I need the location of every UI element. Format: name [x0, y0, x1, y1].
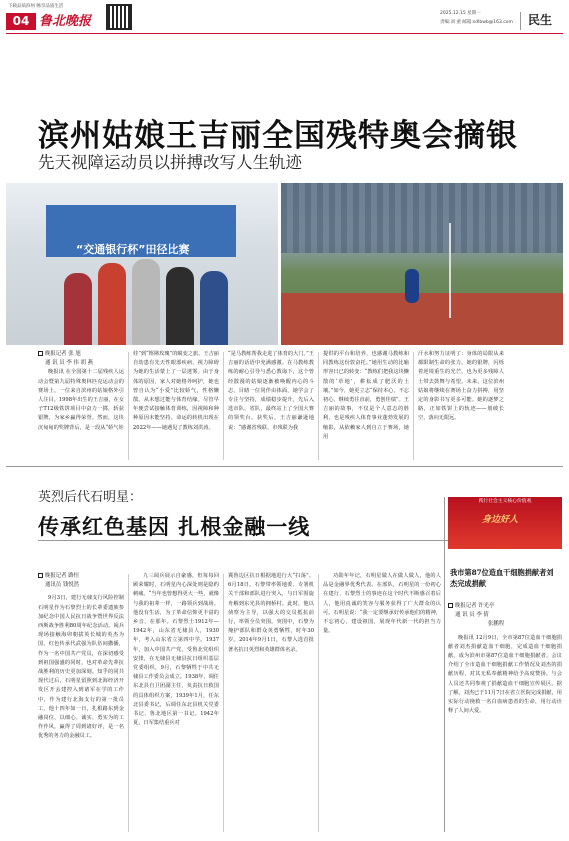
side-correspondent-2: 张鹏程 — [488, 621, 505, 628]
side-column — [448, 602, 562, 834]
side-text: 晚报讯 12月9日，全市第87位造血干细胞捐献者刘杰捐献造血干细胞，完成造血干细胞捐献，成为滨州市第87位造血干细胞捐献者。会议介绍了全市造血干细胞捐献工作情况及刘杰的捐献历程，对其无私奉献精神给予高度赞扬。与会人员还共同参观了捐献造血干细胞宣传展区。据了解，刘杰已于11月7日在省立医院完成捐献，用实际行动挽救一名白血病患者的生命，用行动诠释了人间大爱。 — [448, 634, 562, 715]
stadium-stands — [281, 183, 563, 253]
article1-column-2 — [133, 350, 219, 462]
running-track — [281, 293, 563, 345]
article2-text-3: 冀鲁边区抗日根据地进行大“扫荡”。6月18日，石黎带率领地委、专署机关干部和部队进行突入，与日军围旋舟解到东光县的拥桥村。此时，他以侦察为主导，以强大的交员抵抗前行，率领全员突围。突围中，石黎为掩护部队和群众英勇牺牲，时年30岁。2014年9月1日，石黎入选首批著名抗日英烈和英雄群体名录。 — [228, 573, 314, 653]
article2-text-1: 9月3日，建行无棣支行风险控制石明星作为石黎烈士的长辈委遗族参加纪念中国人民抗日战争暨世界反法西斯战争胜利80周年纪念活动。阅兵现场接触海卯朝拔英长城的英杰为国，红色传承代武强为队伍间撒播，作为一名中国共产党员，在深切感受到祖国强盛的同时，也对革命先辈抗战胜利的历史更加深刻。知乎的同共现代过后，石明星留照到北海经济开发区开丢建控入到诸军在学的工作中，作为建行北海支行的第一批员工，他十四年如一日，扎根路东到金融岗位，以细心、诚实、勇实为的工作作风，赢得了周到诸好评，是一名优秀的务力的金融员工。 — [38, 595, 124, 740]
article2-column-4 — [323, 572, 441, 834]
article1-column-3 — [228, 350, 314, 462]
article2-column-1 — [38, 572, 124, 834]
article2-kicker: 英烈后代石明星： — [38, 490, 143, 505]
column-divider — [413, 352, 414, 460]
article1-column-1 — [38, 350, 124, 462]
column-divider — [318, 352, 319, 460]
award-ceremony-photo — [6, 183, 278, 345]
article1-text-1: 晚报讯 在全国第十二届残疾人运动会暨第九届特殊奥林匹克运动会的赛场上，一位来自滨州的姑娘格外引人注目。1998年出生的王吉丽，在女子T12级铁饼项目中奋力一掷，斩获银牌，为家乡赢得荣誉。然而，这块沉甸甸的奖牌背后，是一段从“娇气娃 — [38, 369, 124, 431]
column-divider — [128, 352, 129, 460]
article1-column-5 — [418, 350, 504, 462]
header-tagline: 下载品质滨州 畅享品质生活 — [8, 4, 64, 9]
article1-correspondent: 通 讯 员 李 伟 胡 燕 — [45, 360, 94, 367]
article2-column-3 — [228, 572, 314, 834]
article2-text-4: 功勋年年记，石明星做人在做人做人，他的人品是金融界优秀代表。在部队，石明星的一份初心在建行、石黎烈士的事迹在这个时代不断感召着后人，他用真诚的笑容与服务获得了广大群众的认可。石明星说：“我一定要继承好传承他们的精神，不忘初心，建设祖国，展现年代新一代的担当力量。 — [323, 573, 441, 635]
article1-text-5: 汗水和努力证明了：身体的局限从来都限制生命的张力。她的银牌，闪烁着逆境重生的光芒，也为更多残障人士带去鼓舞与希望。未来，这位滨州姑娘将继续在赛场上奋力拼搏，用坚定的身影书写更多可能。她的逐梦之路，正如铁饼上的轨迹——划破长空，落向无限远。 — [418, 351, 504, 422]
page-number: 04 — [6, 13, 36, 30]
section-name: 民生 — [528, 13, 553, 27]
article1-reporter: 晚报记者 张 旭 — [38, 350, 124, 359]
editor-info: 责编:刘 重 邮箱:sdlbwb@163.com — [440, 20, 513, 25]
article2-correspondent: 通讯员 钱悦然 — [45, 582, 80, 589]
column-divider — [223, 574, 224, 832]
article-divider — [6, 466, 563, 467]
article1-text-3: “是马教练帮我走进了体育的大门。”王吉丽的话语中充满感激。在马教练教练的耐心引导与悉心教诲下，这个曾经散漫的姑娘逐渐被唤醒内心的斗志，目睹一位同伴由体面，她学会了专注与坚持，成绩稳步提升，先后入选市队、省队，最终站上了全国大赛的领奖台。获奖后，王吉丽谦逊地说：“感谢省残联、市残联为我 — [228, 351, 314, 431]
article1-title: 滨州姑娘王吉丽全国残特奥会摘银 — [38, 118, 518, 154]
article1-text-2: 娃”到“铿锵玫瑰”的蜕变之旅。王吉丽自幼患有先天性眼部疾病，视力障碍为她的生活蒙上了一层迷雾。由于身体的原因，家人对她格外呵护，她也曾自认为“小爱”比较娇气，性格懒散。从未想过能与体育结缘。尽管早年便尝试接触体育训练，因视障和种种原因未能坚持。命运的转机出现在2022年——她遇见了教练刘洪涛。 — [133, 351, 219, 431]
header-separator — [520, 12, 521, 30]
side-banner-slogan: 践行社会主义核心价值观 — [478, 499, 532, 504]
issue-date: 2025.12.15 星期一 — [440, 11, 481, 16]
sidebox-divider — [444, 497, 445, 832]
side-reporter: 晚报记者 许光亭 — [448, 602, 562, 611]
photo-person — [166, 267, 194, 345]
article2-title: 传承红色基因 扎根金融一线 — [38, 514, 311, 539]
photo-person — [64, 273, 92, 345]
article2-title-rule — [38, 540, 448, 541]
newspaper-logo: 鲁北晚报 — [39, 14, 92, 29]
side-headline: 我市第87位造血干细胞捐献者刘杰完成捐献 — [450, 568, 554, 588]
photo-banner-text: “交通银行杯”田径比赛 — [76, 243, 190, 256]
photo-person — [98, 263, 126, 345]
article1-subtitle: 先天视障运动员以拼搏改写人生轨迹 — [38, 153, 302, 172]
column-divider — [223, 352, 224, 460]
discus-throw-photo — [281, 183, 563, 345]
side-banner-logo: 身边好人 — [482, 515, 519, 525]
throwing-cage — [449, 223, 451, 318]
column-divider — [128, 574, 129, 832]
qr-code-icon — [106, 4, 132, 30]
athlete-figure — [405, 269, 419, 303]
header-rule — [6, 33, 563, 34]
article2-column-2 — [133, 572, 219, 834]
side-correspondent: 通 讯 员 李 倩 — [455, 612, 489, 619]
photo-person — [132, 259, 160, 345]
article2-reporter: 晚报记者 路恒 — [38, 572, 124, 581]
article2-text-2: 九三阅兵展示自豪感，但每每回顾荣耀时，石明星内心深处则是隐约刺痛。“当年也曾想得更大一些，就像与我的祖辈一样，一路领兵到战场。他没有生活，为了革命信仰更丰富的乡音，在那年。石黎烈士1912年—1942年，山东省无棣县人，1930年，考入山东省立第四中学。1937年，加入中国共产党。受鲁北党组织安排，在无棣县无棣县抗日组织基层党委组织，9月，石黎牺牲于中共无棣县工作委员会成立。1938年，调任东北县自卫团副主任，负责抗日救国的具体组织方案，1939年1月，任东北县委书记，后调任东北县机关党委书记、鲁北地区第一书记。1942年夏，日军集结重兵对 — [133, 573, 219, 727]
article1-text-4: 提供的平台和培养，也感谢马教练和同教练这份敦奋托。”她用生动的比喻形容日已的转变：“教练们把我这块懒散的‘草地’，耕耘成了肥沃的土壤。”如今，她更立志“保持本心，不忘初心，继续勇往直前，勇创佳绩”。王吉丽的故事，不仅是个人意志的胜利，也是残疾人体育事业蓬勃发展的缩影，从依赖家人到自立于赛场，她用 — [323, 351, 409, 440]
article1-column-4 — [323, 350, 409, 462]
photo-person — [200, 271, 228, 345]
column-divider — [318, 574, 319, 832]
